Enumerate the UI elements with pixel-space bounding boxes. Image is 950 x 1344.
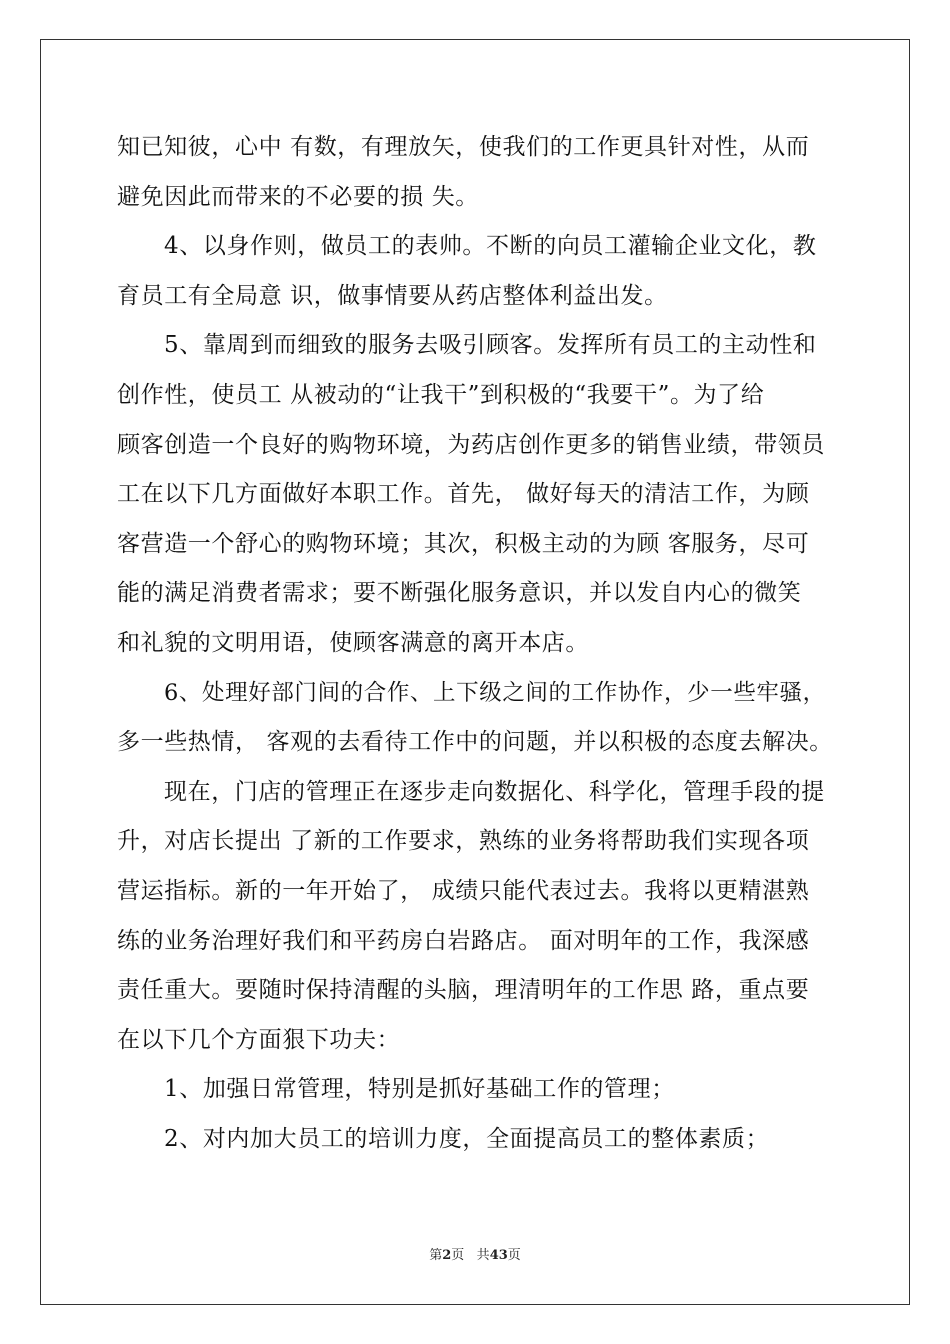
total-label-prefix: 共 xyxy=(476,1248,490,1263)
text-line: 2、对内加大员工的培训力度，全面提高员工的整体素质； xyxy=(164,1125,770,1152)
text-line: 现在，门店的管理正在逐步走向数据化、科学化，管理手段的提 xyxy=(164,778,825,805)
page-label-suffix: 页 xyxy=(451,1248,465,1263)
text-line: 1、加强日常管理，特别是抓好基础工作的管理； xyxy=(164,1076,675,1103)
text-line: 能的满足消费者需求；要不断强化服务意识，并以发自内心的微笑 xyxy=(117,580,802,607)
text-line: 知已知彼，心中 有数，有理放矢，使我们的工作更具针对性，从而 xyxy=(117,134,810,160)
current-page-number: 2 xyxy=(442,1248,452,1263)
text-line: 工在以下几方面做好本职工作。首先， 做好每天的清洁工作，为顾 xyxy=(117,481,810,508)
text-line: 和礼貌的文明用语，使顾客满意的离开本店。 xyxy=(117,629,589,656)
text-line: 练的业务治理好我们和平药房白岩路店。 面对明年的工作，我深感 xyxy=(117,927,810,954)
text-line: 顾客创造一个良好的购物环境，为药店创作更多的销售业绩，带领员 xyxy=(117,431,825,458)
text-line: 多一些热情， 客观的去看待工作中的问题，并以积极的态度去解决。 xyxy=(117,729,833,756)
text-line: 创作性，使员工 从被动的“让我干”到积极的“我要干”。为了给 xyxy=(117,381,765,408)
text-line: 升，对店长提出 了新的工作要求，熟练的业务将帮助我们实现各项 xyxy=(117,828,810,855)
total-page-count: 43 xyxy=(489,1248,508,1263)
text-line: 在以下几个方面狠下功夫： xyxy=(117,1026,401,1053)
text-line: 避免因此而带来的不必要的损 失。 xyxy=(117,183,479,210)
text-line: 营运指标。新的一年开始了， 成绩只能代表过去。我将以更精湛熟 xyxy=(117,877,810,904)
document-body xyxy=(117,123,835,1164)
page-footer xyxy=(0,1247,950,1265)
text-line: 6、处理好部门间的合作、上下级之间的工作协作，少一些牢骚， xyxy=(164,679,826,706)
text-line: 5、靠周到而细致的服务去吸引顾客。发挥所有员工的主动性和 xyxy=(164,332,817,359)
text-line: 4、以身作则，做员工的表帅。不断的向员工灌输企业文化，教 xyxy=(164,233,817,260)
text-line: 育员工有全局意 识，做事情要从药店整体利益出发。 xyxy=(117,282,668,309)
total-label-suffix: 页 xyxy=(507,1248,521,1263)
text-line: 责任重大。要随时保持清醒的头脑，理清明年的工作思 路，重点要 xyxy=(117,977,810,1004)
text-line: 客营造一个舒心的购物环境；其次，积极主动的为顾 客服务，尽可 xyxy=(117,530,810,557)
page-label-prefix: 第 xyxy=(429,1248,443,1263)
